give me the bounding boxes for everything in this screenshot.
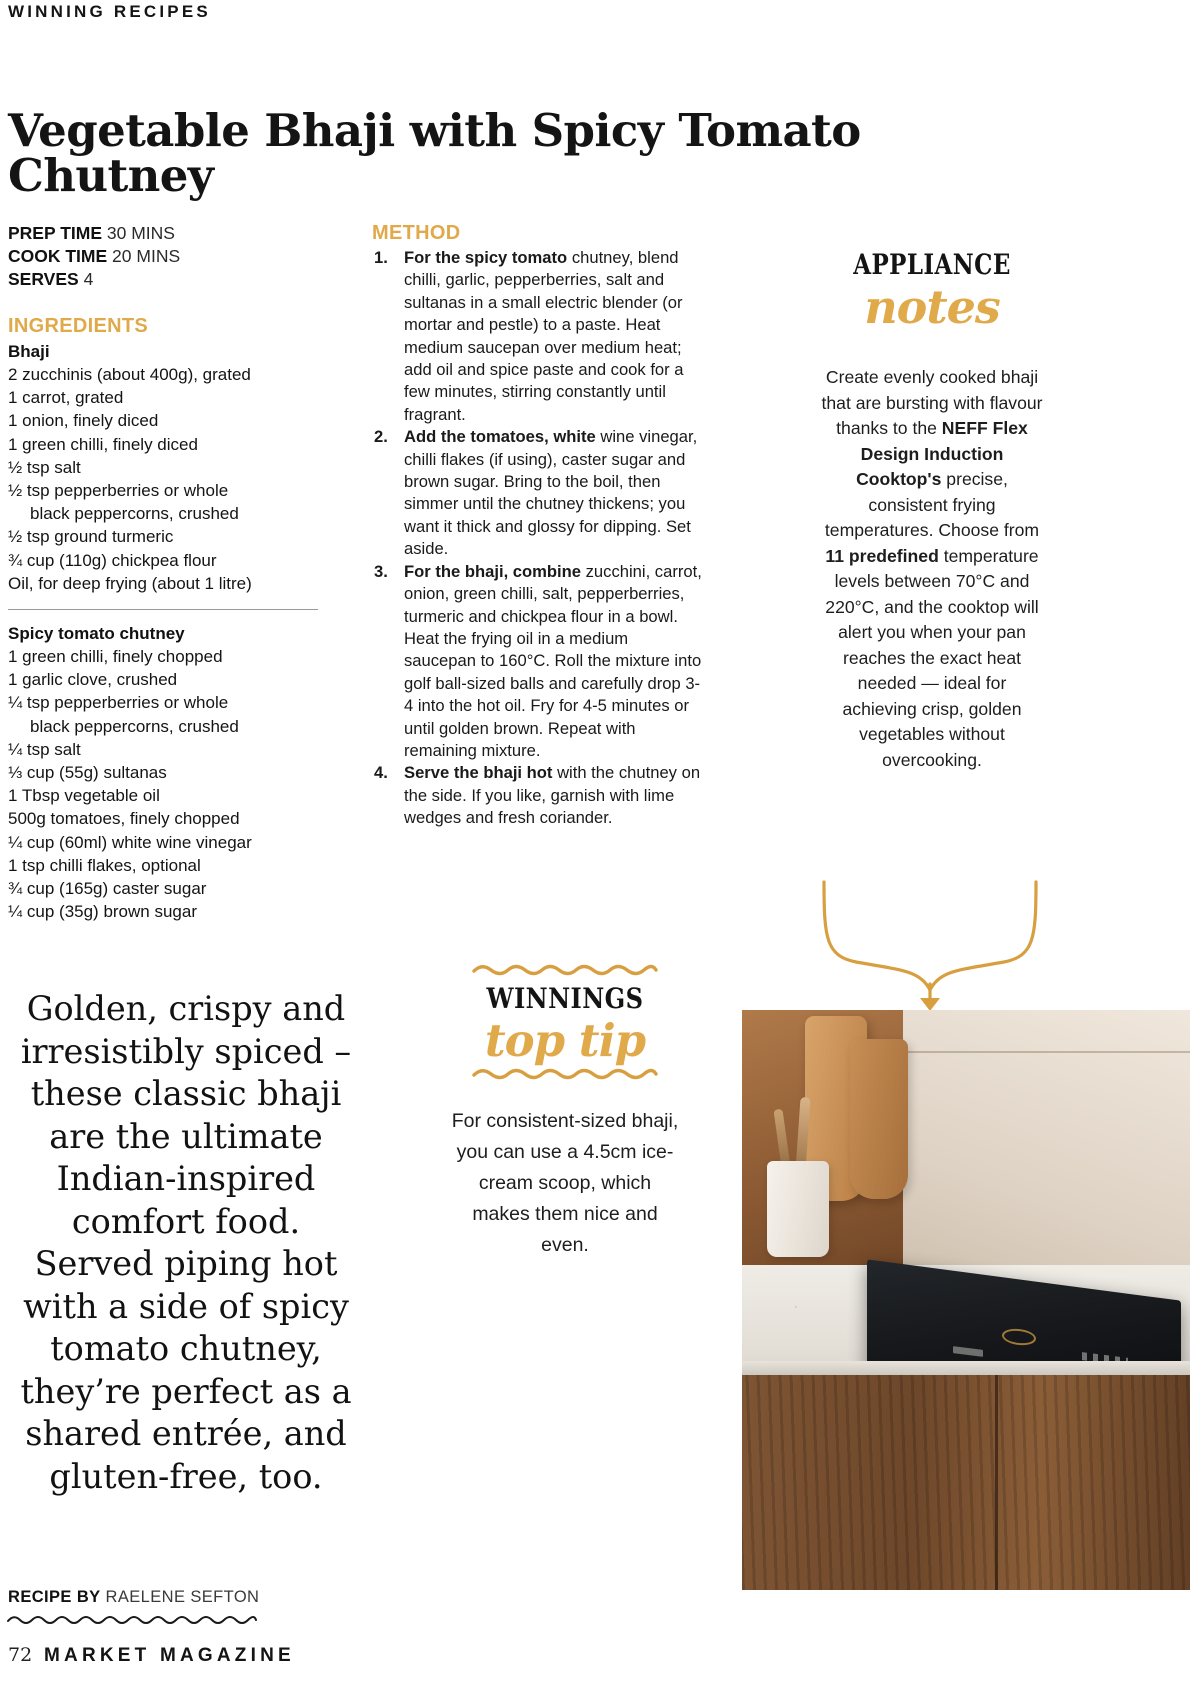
photo-cabinet-edge — [995, 1375, 998, 1590]
appliance-notes — [820, 248, 1044, 773]
ingredient-item: ¾ cup (165g) caster sugar — [8, 879, 207, 899]
method-step-text: wine vinegar, chilli flakes (if using), caster sugar and brown sugar. Bring to the boil, then simmer until the chutney thickens; you want it thick and glossy for dipping. Set aside. — [404, 427, 698, 559]
top-tip-block — [450, 962, 680, 1261]
ingredients-heading: INGREDIENTS — [8, 315, 148, 337]
method-step-lead: Add the tomatoes, white — [404, 427, 596, 447]
method-step-number: 1. — [374, 248, 388, 267]
ingredient-item: ¼ cup (60ml) white wine vinegar — [8, 832, 252, 852]
ingredient-item: ½ tsp ground turmeric — [8, 527, 174, 547]
method-step — [372, 426, 702, 560]
prep-time — [8, 222, 338, 245]
serves-value: 4 — [83, 269, 94, 289]
appliance-body-brand: NEFF Flex Design Induction Cooktop's — [856, 418, 1028, 490]
serves-label: SERVES — [8, 269, 79, 289]
ingredient-item: ½ tsp pepperberries or whole — [8, 481, 229, 501]
page-kicker: WINNING RECIPES — [8, 2, 211, 21]
ingredient-item: ¼ tsp salt — [8, 739, 81, 759]
ingredients-list — [8, 340, 338, 923]
method-heading: METHOD — [372, 222, 461, 244]
appliance-body-number: 11 predefined — [825, 545, 939, 566]
ingredient-item: black peppercorns, crushed — [30, 716, 239, 736]
ingredient-item: ¼ cup (35g) brown sugar — [8, 902, 197, 922]
serves — [8, 268, 338, 291]
ingredient-item: ½ tsp salt — [8, 457, 81, 477]
photo-utensil-crock — [767, 1161, 829, 1257]
top-tip-body: For consistent-sized bhaji, you can use a 4.5cm ice-cream scoop, which makes them nice and even. — [451, 1110, 679, 1257]
ingredient-item: 1 Tbsp vegetable oil — [8, 786, 160, 806]
appliance-notes-body — [820, 365, 1044, 773]
squiggle-top-icon — [471, 962, 659, 976]
squiggle-bottom-icon — [471, 1066, 659, 1080]
ingredient-item: ⅓ cup (55g) sultanas — [8, 763, 167, 783]
method-step-text: zucchini, carrot, onion, green chilli, salt, pepperberries, turmeric and chickpea flour in a bowl. Heat the frying oil in a medium saucepan to 160°C. Roll the mixture into golf ball-sized balls and carefully drop 3-4 into the hot oil. Fry for 4-5 minutes or until golden brown. Repeat with remaining mixture. — [404, 561, 702, 760]
ingredient-item: Oil, for deep frying (about 1 litre) — [8, 573, 252, 593]
ingredient-item: 1 onion, finely diced — [8, 411, 159, 431]
bracket-arrow-icon — [812, 880, 1052, 1010]
method-column — [372, 222, 702, 830]
ingredients-column — [8, 222, 338, 923]
prep-time-value: 30 MINS — [106, 223, 175, 243]
ingredients-divider — [8, 609, 318, 610]
appliance-body-part2: precise, consistent frying temperatures. Choose from — [824, 469, 1040, 541]
recipe-credit-name: RAELENE SEFTON — [105, 1588, 260, 1606]
cook-time — [8, 245, 338, 268]
ingredient-item: ¾ cup (110g) chickpea flour — [8, 550, 217, 570]
ingredient-item: 1 carrot, grated — [8, 388, 124, 408]
prep-time-label: PREP TIME — [8, 223, 103, 243]
top-tip-heading: WINNINGS — [486, 982, 644, 1015]
method-step-number: 3. — [374, 561, 388, 581]
method-step — [372, 561, 702, 763]
method-step — [372, 247, 702, 426]
ingredient-item: 1 green chilli, finely chopped — [8, 647, 223, 667]
ingredient-item: 500g tomatoes, finely chopped — [8, 809, 240, 829]
pull-quote: Golden, crispy and irresistibly spiced – these classic bhaji are the ultimate Indian-inspired comfort food. Served piping hot with a side of spicy tomato chutney, they’re perfect as a shared entrée, and gluten-free, too. — [20, 989, 352, 1496]
method-step-number: 2. — [374, 427, 388, 447]
page-title: Vegetable Bhaji with Spicy Tomato Chutney — [8, 104, 861, 202]
appliance-notes-script: notes — [864, 280, 1000, 334]
method-steps — [372, 247, 702, 830]
appliance-body-part1: Create evenly cooked bhaji that are bursting with flavour thanks to the — [821, 367, 1043, 439]
top-tip-script: top tip — [484, 1014, 646, 1067]
method-step-lead: For the spicy tomato — [404, 248, 568, 267]
photo-chopping-board-small — [850, 1039, 908, 1199]
ingredient-item: 1 garlic clove, crushed — [8, 670, 178, 690]
ingredient-item: 1 green chilli, finely diced — [8, 434, 198, 454]
ingredient-item: 2 zucchinis (about 400g), grated — [8, 365, 251, 384]
photo-timber-cabinetry — [742, 1375, 1190, 1590]
recipe-credit — [8, 1588, 259, 1607]
method-step-number: 4. — [374, 763, 388, 783]
recipe-credit-label: RECIPE BY — [8, 1588, 101, 1606]
appliance-body-part3: temperature levels between 70°C and 220°C, and the cooktop will alert you when your pan reaches the exact heat needed — ideal for achieving crisp, golden vegetables without overcooking. — [825, 545, 1039, 770]
method-step-text: with the chutney on the side. If you like, garnish with lime wedges and fresh coriander. — [404, 763, 701, 828]
photo-shelf-line — [903, 1051, 1190, 1053]
ingredients-group-title: Spicy tomato chutney — [8, 624, 185, 644]
method-step-lead: For the bhaji, combine — [404, 561, 582, 581]
ingredient-item: black peppercorns, crushed — [30, 504, 239, 524]
method-step-text: chutney, blend chilli, garlic, pepperberries, salt and sultanas in a small electric blender (or mortar and pestle) to a paste. Heat medium saucepan over medium heat; add oil and spice paste and cook for a few minutes, stirring constantly until fragrant. — [404, 248, 684, 424]
page-number: 72 — [8, 1644, 33, 1666]
method-step — [372, 762, 702, 829]
cook-time-value: 20 MINS — [112, 246, 181, 266]
method-step-lead: Serve the bhaji hot — [404, 763, 553, 783]
cooktop-photo — [742, 1010, 1190, 1590]
ingredients-group-title: Bhaji — [8, 342, 50, 361]
squiggle-credit-icon — [6, 1613, 258, 1625]
masthead: MARKET MAGAZINE — [44, 1645, 295, 1666]
appliance-notes-heading: APPLIANCE — [853, 248, 1011, 281]
cook-time-label: COOK TIME — [8, 246, 108, 266]
ingredient-item: 1 tsp chilli flakes, optional — [8, 855, 201, 875]
ingredient-item: ¼ tsp pepperberries or whole — [8, 693, 229, 713]
